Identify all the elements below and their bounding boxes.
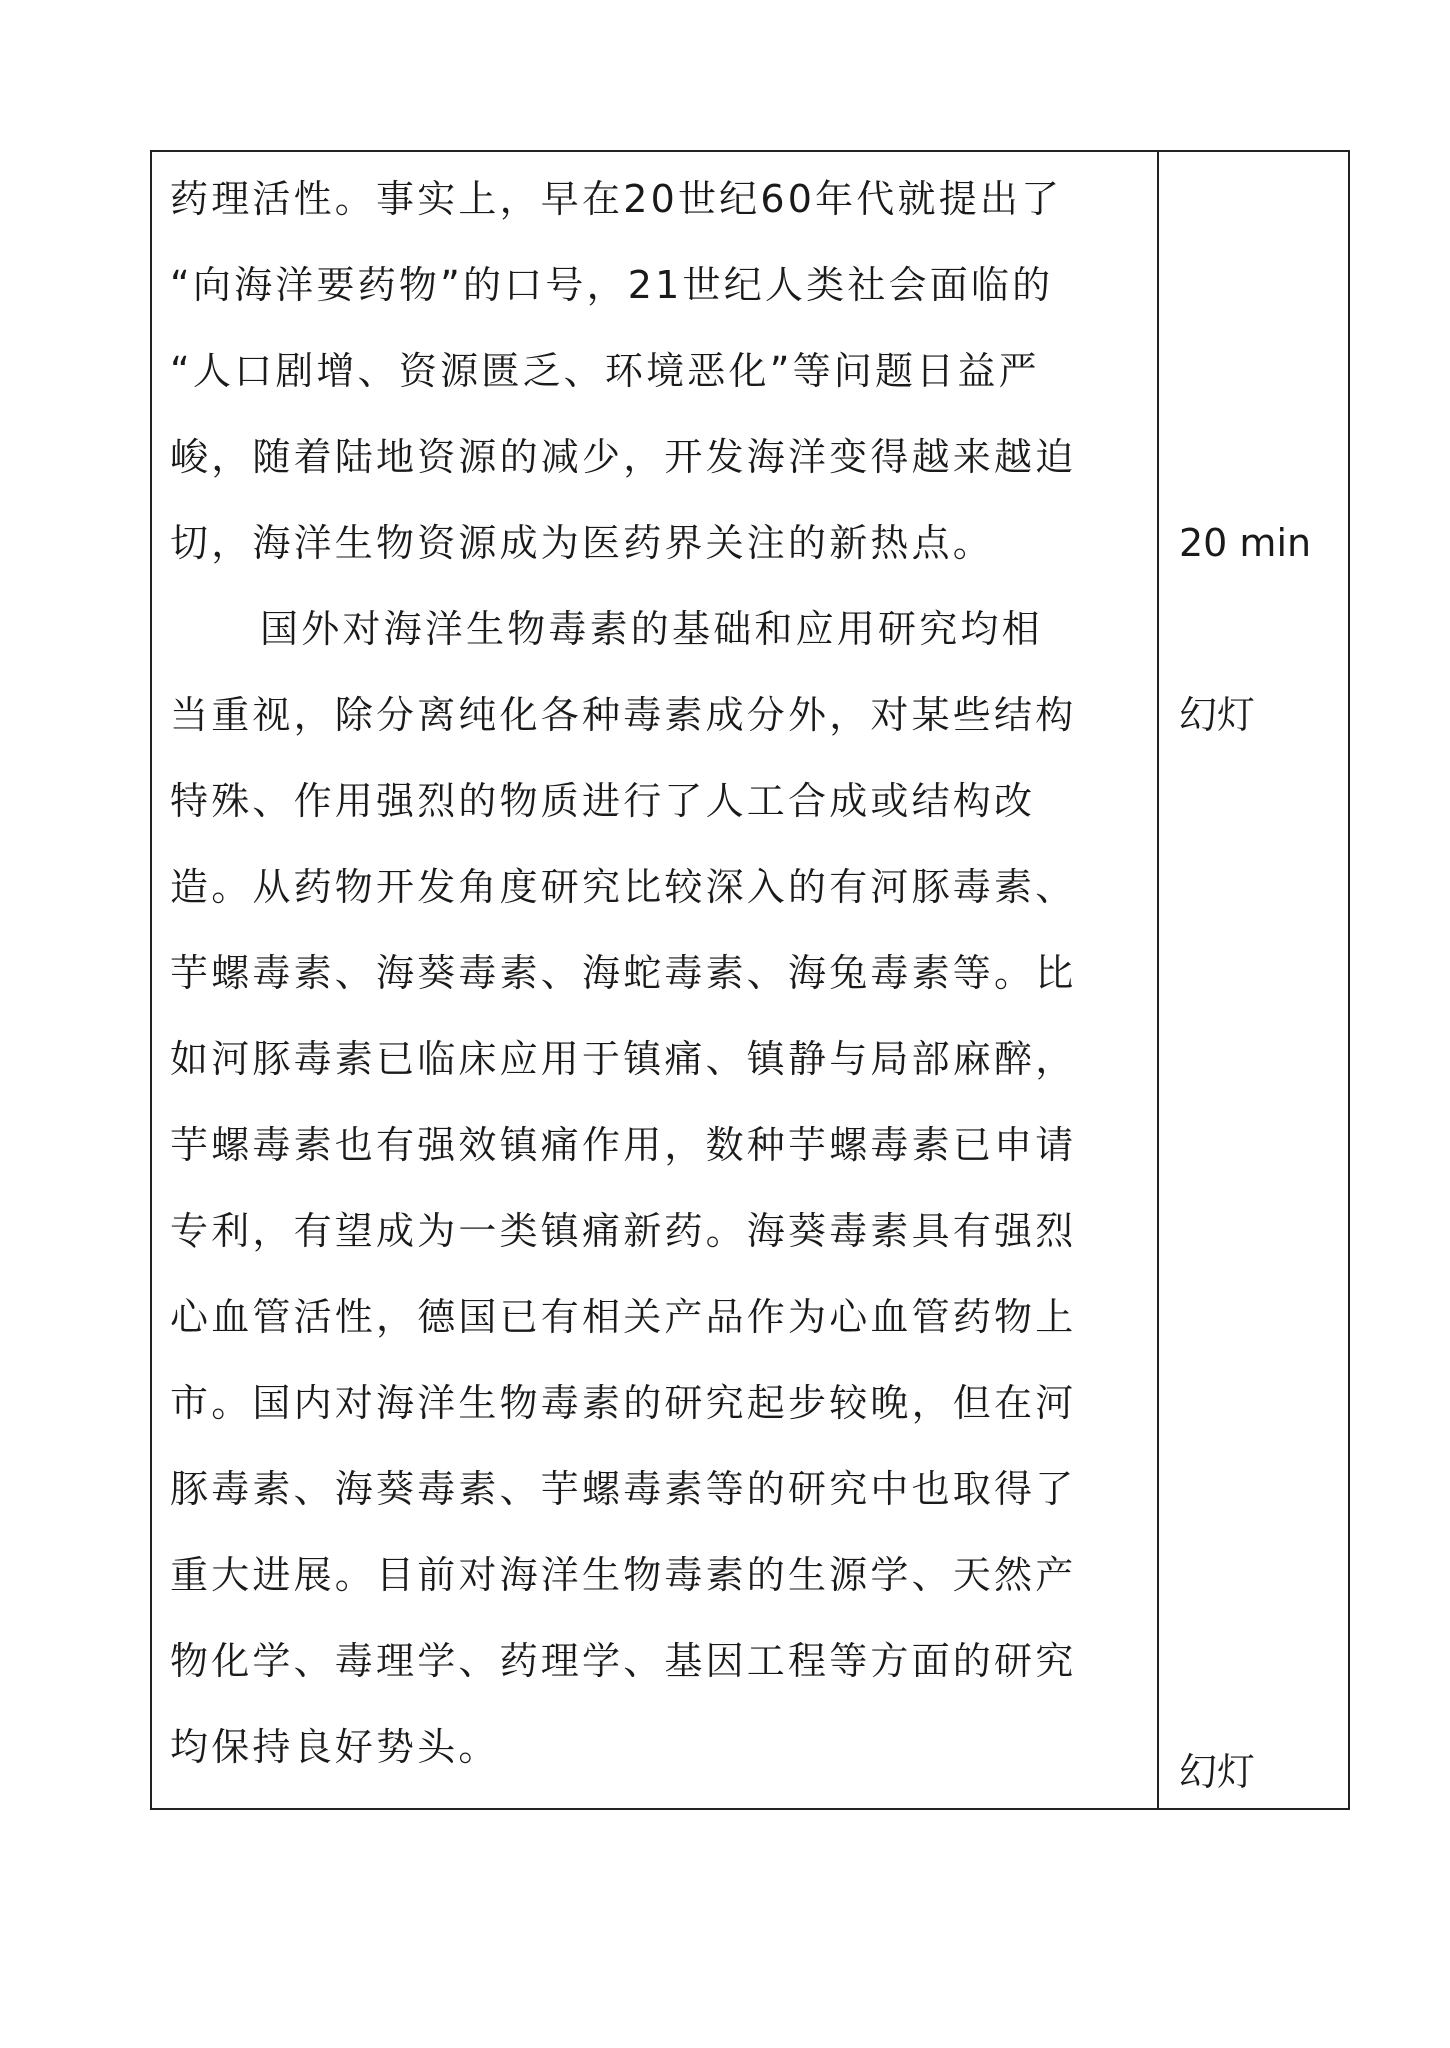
text-line: 药理活性。事实上，早在20世纪60年代就提出了 [170,177,1063,221]
text-line: 均保持良好势头。 [170,1725,500,1769]
text-line: 特殊、作用强烈的物质进行了人工合成或结构改 [170,779,1036,823]
text-line: 市。国内对海洋生物毒素的研究起步较晚，但在河 [170,1381,1077,1425]
text-line: 造。从药物开发角度研究比较深入的有河豚毒素、 [170,865,1077,909]
slide-note: 幻灯 [1179,1750,1256,1794]
text-line: 切，海洋生物资源成为医药界关注的新热点。 [170,521,995,565]
paragraph-start-line: 国外对海洋生物毒素的基础和应用研究均相 [260,607,1043,651]
duration-label: 20 min [1179,521,1312,565]
notes-cell [1159,152,1348,1808]
text-line: 芋螺毒素也有强效镇痛作用，数种芋螺毒素已申请 [170,1123,1077,1167]
text-line: 峻，随着陆地资源的减少，开发海洋变得越来越迫 [170,435,1077,479]
text-line: 豚毒素、海葵毒素、芋螺毒素等的研究中也取得了 [170,1467,1077,1511]
text-line: “人口剧增、资源匮乏、环境恶化”等问题日益严 [170,349,1040,393]
text-line: 物化学、毒理学、药理学、基因工程等方面的研究 [170,1639,1077,1683]
lesson-plan-table [150,150,1350,1810]
slide-note: 幻灯 [1179,693,1256,737]
text-line: 如河豚毒素已临床应用于镇痛、镇静与局部麻醉， [170,1037,1077,1081]
text-line: “向海洋要药物”的口号，21世纪人类社会面临的 [170,263,1054,307]
text-line: 当重视，除分离纯化各种毒素成分外，对某些结构 [170,693,1077,737]
text-line: 芋螺毒素、海葵毒素、海蛇毒素、海兔毒素等。比 [170,951,1077,995]
text-line: 专利，有望成为一类镇痛新药。海葵毒素具有强烈 [170,1209,1077,1253]
content-cell [152,152,1159,1808]
text-line: 重大进展。目前对海洋生物毒素的生源学、天然产 [170,1553,1077,1597]
text-line: 心血管活性，德国已有相关产品作为心血管药物上 [170,1295,1077,1339]
